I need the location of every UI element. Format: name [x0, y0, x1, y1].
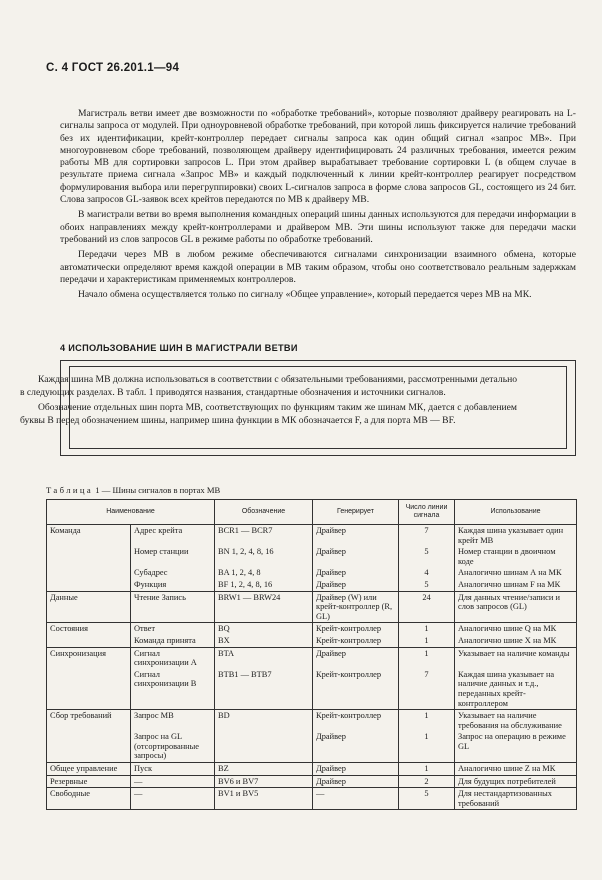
usage-cell: Аналогично шинам F на МК	[455, 579, 577, 591]
group-cell	[47, 567, 131, 579]
table-caption-label: Таблица	[46, 485, 94, 495]
group-cell	[47, 579, 131, 591]
line-count-cell: 1	[399, 710, 455, 732]
line-count-cell: 7	[399, 669, 455, 710]
usage-cell: Аналогично шине Q на МК	[455, 623, 577, 635]
group-cell	[47, 546, 131, 567]
usage-cell: Для будущих потребителей	[455, 775, 577, 788]
header-line-count: Число линии сигнала	[399, 500, 455, 525]
generator-cell: Драйвер	[313, 579, 399, 591]
table-row	[47, 788, 577, 810]
usage-cell: Аналогично шине Z на МК	[455, 763, 577, 776]
generator-cell: Драйвер (W) или крейт-контроллер (R, GL)	[313, 591, 399, 623]
header-designation: Обозначение	[215, 500, 313, 525]
generator-cell: Драйвер	[313, 763, 399, 776]
paragraph: Передачи через МВ в любом режиме обеспечиваются сигналами синхронизации взаимного обмена, которые автоматически определяют время каждой операции в МВ таким образом, чтобы оно соответствовало реальным задержкам передачи и характеристикам применяемых контроллеров.	[60, 249, 576, 285]
group-cell: Свободные	[47, 788, 131, 810]
usage-cell: Каждая шина указывает на наличие данных и т.д., переданных крейт-контроллером	[455, 669, 577, 710]
line-count-cell: 1	[399, 647, 455, 669]
signal-cell: —	[131, 788, 215, 810]
signal-cell: Сигнал синхронизации А	[131, 647, 215, 669]
designation-cell: BZ	[215, 763, 313, 776]
signal-cell: —	[131, 775, 215, 788]
generator-cell: Крейт-контроллер	[313, 710, 399, 732]
designation-cell	[215, 731, 313, 762]
generator-cell: Драйвер	[313, 525, 399, 547]
designation-cell: BF 1, 2, 4, 8, 16	[215, 579, 313, 591]
designation-cell: BD	[215, 710, 313, 732]
line-count-cell: 7	[399, 525, 455, 547]
note-paragraph: Обозначение отдельных шин порта МВ, соответствующих по функциям таким же шинам МК, дается с добавлением буквы В перед обозначением шины, например шина функции в МК обозначается F, а для порта МВ — BF.	[20, 402, 517, 426]
table-row	[47, 710, 577, 732]
usage-cell: Каждая шина указывает один крейт МВ	[455, 525, 577, 547]
table-row	[47, 775, 577, 788]
generator-cell: Крейт-контроллер	[313, 635, 399, 647]
designation-cell: BRW1 — BRW24	[215, 591, 313, 623]
line-count-cell: 5	[399, 579, 455, 591]
signal-cell: Субадрес	[131, 567, 215, 579]
table-row	[47, 647, 577, 669]
group-cell	[47, 635, 131, 647]
usage-cell: Аналогично шинам А на МК	[455, 567, 577, 579]
group-cell	[47, 731, 131, 762]
header-generator: Генерирует	[313, 500, 399, 525]
designation-cell: BV6 и BV7	[215, 775, 313, 788]
page-header: С. 4 ГОСТ 26.201.1—94	[46, 62, 180, 74]
table-row	[47, 567, 577, 579]
table-row	[47, 635, 577, 647]
generator-cell: Драйвер	[313, 546, 399, 567]
group-cell: Команда	[47, 525, 131, 547]
usage-cell: Аналогично шине X на МК	[455, 635, 577, 647]
signal-cell: Чтение Запись	[131, 591, 215, 623]
line-count-cell: 1	[399, 623, 455, 635]
table-row	[47, 546, 577, 567]
designation-cell: BTA	[215, 647, 313, 669]
usage-cell: Номер станции в двоичном коде	[455, 546, 577, 567]
table-row	[47, 623, 577, 635]
generator-cell: Крейт-контроллер	[313, 623, 399, 635]
generator-cell: Крейт-контроллер	[313, 669, 399, 710]
table-row	[47, 525, 577, 547]
designation-cell: BX	[215, 635, 313, 647]
group-cell: Синхронизация	[47, 647, 131, 669]
paragraph: В магистрали ветви во время выполнения командных операций шины данных используются для передачи информации в обоих направлениях между крейт-контроллерами и драйвером МВ. Эти шины используют также для передачи маски требований из слов запросов GL в режиме работы по обработке требований.	[60, 209, 576, 245]
group-cell: Общее управление	[47, 763, 131, 776]
line-count-cell: 24	[399, 591, 455, 623]
generator-cell: Драйвер	[313, 567, 399, 579]
group-cell: Данные	[47, 591, 131, 623]
group-cell: Состояния	[47, 623, 131, 635]
line-count-cell: 5	[399, 788, 455, 810]
line-count-cell: 1	[399, 731, 455, 762]
table-header-row	[47, 500, 577, 525]
framed-note-text	[20, 373, 517, 429]
group-cell: Резервные	[47, 775, 131, 788]
designation-cell: BN 1, 2, 4, 8, 16	[215, 546, 313, 567]
table-row	[47, 731, 577, 762]
table-caption	[46, 485, 220, 495]
intro-text	[60, 108, 576, 304]
signal-cell: Запрос МВ	[131, 710, 215, 732]
generator-cell: Драйвер	[313, 775, 399, 788]
designation-cell: BTB1 — BTB7	[215, 669, 313, 710]
designation-cell: BA 1, 2, 4, 8	[215, 567, 313, 579]
line-count-cell: 2	[399, 775, 455, 788]
usage-cell: Для данных чтение/записи и слов запросов (GL)	[455, 591, 577, 623]
signal-cell: Адрес крейта	[131, 525, 215, 547]
generator-cell: Драйвер	[313, 731, 399, 762]
header-name: Наименование	[47, 500, 215, 525]
signal-cell: Номер станции	[131, 546, 215, 567]
line-count-cell: 5	[399, 546, 455, 567]
paragraph: Магистраль ветви имеет две возможности по «обработке требований», которые позволяют драйверу реагировать на L-сигналы запроса от модулей. При одноуровневой обработке требований, при которой лишь фиксируется наличие требований без их идентификации, крейт-контроллер передает сигналы запроса как один общий сигнал «запрос МВ». При многоуровневом сборе требований, позволяющем драйверу идентифицировать 24 различных требования, имеется режим работы МВ для сортировки запросов L. При этом драйвер вырабатывает требование сортировки L (в общем случае в результате приема сигнала «Запрос МВ» и каждый подключенный к линии крейт-контроллер реагирует посредством формулирования выбора или перегруппировки) своих L-сигналов запроса в форме слова запросов GL, состоящего из 24 бит. Слова запросов GL-заявок всех крейтов передаются по МВ к драйверу МВ.	[60, 108, 576, 206]
designation-cell: BCR1 — BCR7	[215, 525, 313, 547]
table-row	[47, 579, 577, 591]
usage-cell: Для нестандартизованных требований	[455, 788, 577, 810]
signal-cell: Команда принята	[131, 635, 215, 647]
signal-cell: Запрос на GL (отсортированные запросы)	[131, 731, 215, 762]
usage-cell: Указывает на наличие требования на обслуживание	[455, 710, 577, 732]
table-row	[47, 669, 577, 710]
signal-cell: Пуск	[131, 763, 215, 776]
group-cell	[47, 669, 131, 710]
line-count-cell: 1	[399, 763, 455, 776]
generator-cell: Драйвер	[313, 647, 399, 669]
line-count-cell: 1	[399, 635, 455, 647]
usage-cell: Запрос на операцию в режиме GL	[455, 731, 577, 762]
table-caption-text: 1 — Шины сигналов в портах МВ	[95, 485, 221, 495]
line-count-cell: 4	[399, 567, 455, 579]
generator-cell: —	[313, 788, 399, 810]
table-row	[47, 763, 577, 776]
designation-cell: BQ	[215, 623, 313, 635]
note-paragraph: Каждая шина МВ должна использоваться в соответствии с обязательными требованиями, рассмотренными детально в следующих разделах. В табл. 1 приводятся названия, стандартные обозначения и источники сигналов.	[20, 374, 517, 398]
table-row	[47, 591, 577, 623]
designation-cell: BV1 и BV5	[215, 788, 313, 810]
paragraph: Начало обмена осуществляется только по сигналу «Общее управление», который передается через МВ на МК.	[78, 289, 532, 301]
usage-cell: Указывает на наличие команды	[455, 647, 577, 669]
signal-cell: Сигнал синхронизации В	[131, 669, 215, 710]
section-title: 4 ИСПОЛЬЗОВАНИЕ ШИН В МАГИСТРАЛИ ВЕТВИ	[60, 343, 298, 353]
signal-cell: Ответ	[131, 623, 215, 635]
group-cell: Сбор требований	[47, 710, 131, 732]
header-usage: Использование	[455, 500, 577, 525]
signal-table	[46, 499, 577, 810]
signal-cell: Функция	[131, 579, 215, 591]
